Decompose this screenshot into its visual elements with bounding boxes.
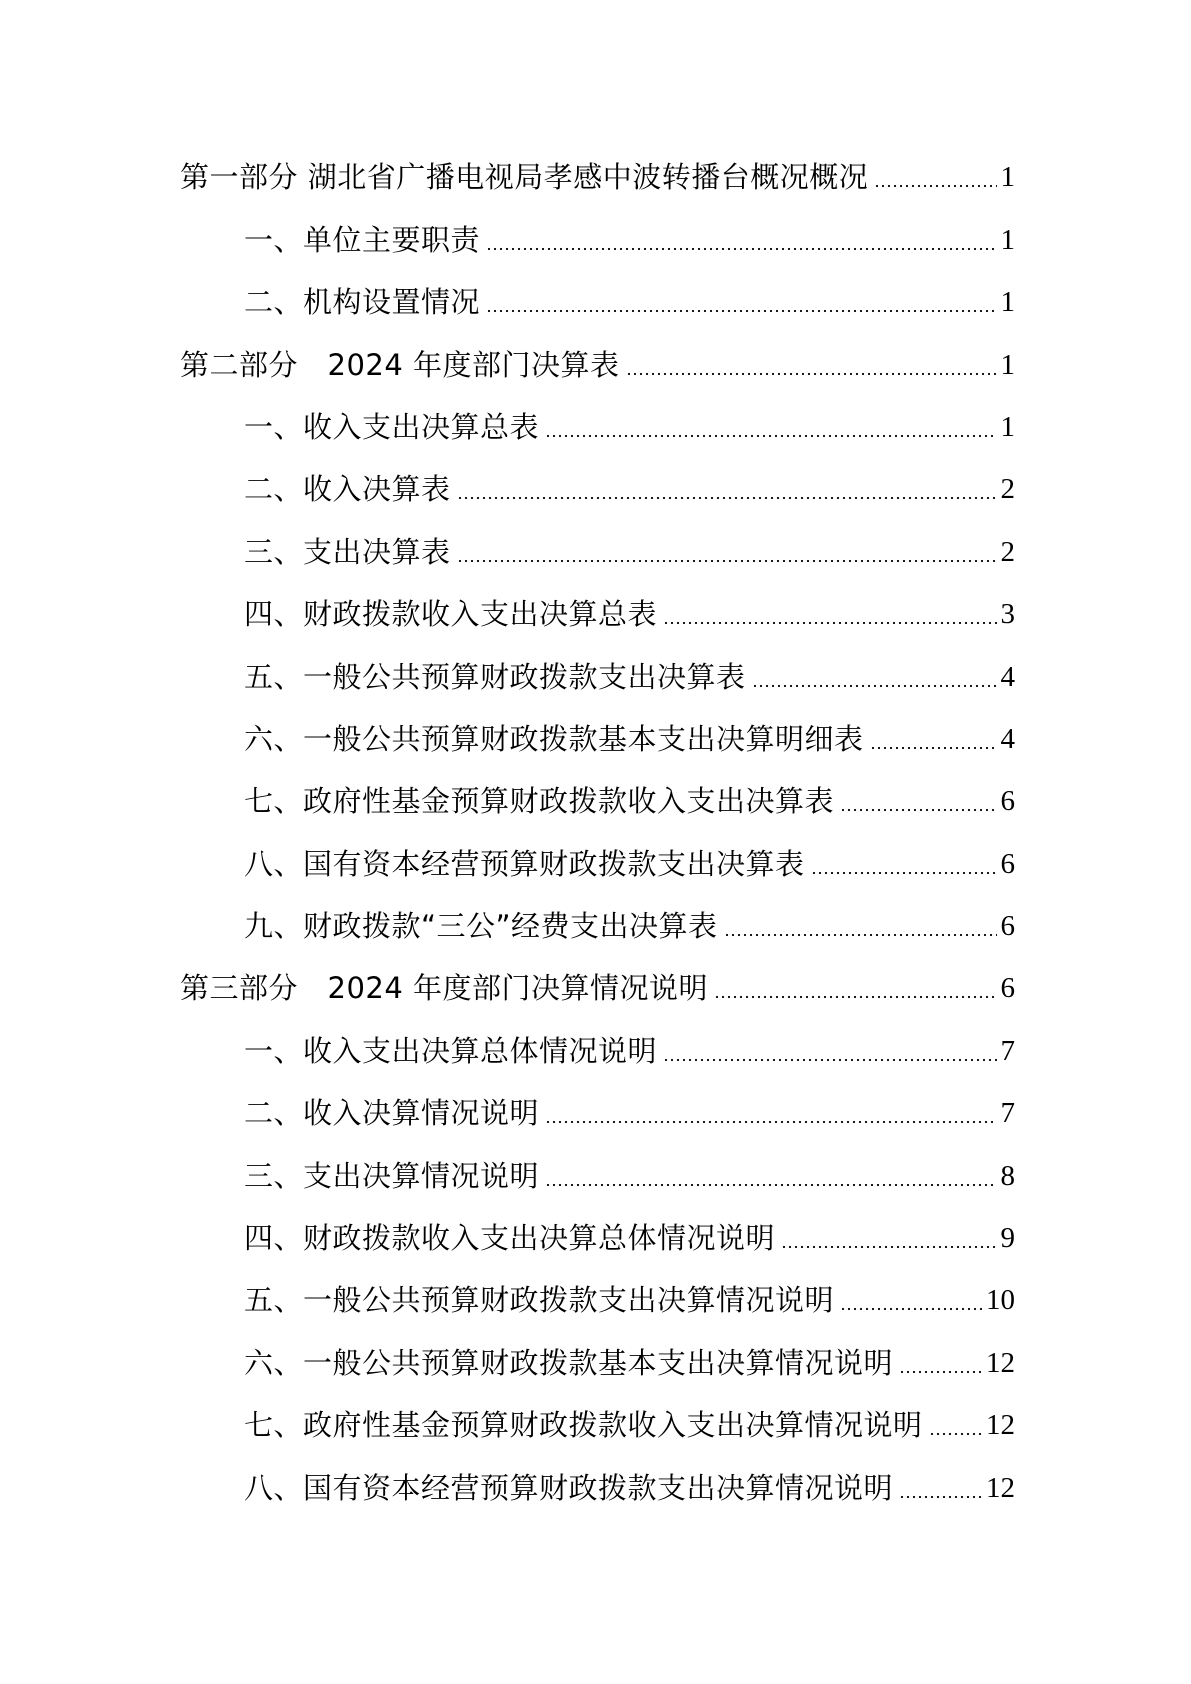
toc-entry-page: 1 [1000,348,1015,381]
dot-leader [752,684,997,688]
toc-entry-title: 六、一般公共预算财政拨款基本支出决算明细表 [244,721,864,756]
toc-entry-title: 六、一般公共预算财政拨款基本支出决算情况说明 [244,1345,894,1380]
toc-entry[interactable] [180,1207,1015,1269]
dot-leader [486,247,996,251]
toc-entry-title: 三、支出决算情况说明 [244,1158,540,1193]
dot-leader [874,184,996,188]
toc-entry-title: 五、一般公共预算财政拨款支出决算情况说明 [244,1283,835,1318]
toc-entry[interactable] [180,708,1015,770]
toc-entry[interactable] [180,1019,1015,1081]
dot-leader [457,559,997,563]
toc-entry-page: 12 [986,1409,1015,1442]
toc-entry-title: 二、机构设置情况 [244,285,481,320]
toc-entry[interactable] [180,770,1015,832]
toc-entry-page: 4 [1000,722,1015,755]
toc-entry[interactable] [180,208,1015,270]
toc-entry-title: 一、收入支出决算总表 [244,409,540,444]
toc-entry-title: 一、单位主要职责 [244,222,481,257]
dot-leader [545,434,996,438]
dot-leader [626,372,997,376]
toc-entry[interactable] [180,1456,1015,1518]
toc-entry-page: 7 [1000,1097,1015,1130]
dot-leader [870,746,997,750]
toc-entry[interactable] [180,895,1015,957]
dot-leader [663,621,996,625]
toc-entry-page: 9 [1000,1222,1015,1255]
toc-entry[interactable] [180,1331,1015,1393]
toc-entry-page: 2 [1000,473,1015,506]
toc-entry-title: 一、收入支出决算总体情况说明 [244,1033,658,1068]
dot-leader [724,933,997,937]
toc-entry-page: 12 [986,1471,1015,1504]
toc-entry-page: 6 [1000,972,1015,1005]
dot-leader [714,995,996,999]
toc-entry-title: 四、财政拨款收入支出决算总体情况说明 [244,1221,776,1256]
toc-entry[interactable] [180,645,1015,707]
toc-entry[interactable] [180,1144,1015,1206]
dot-leader [457,496,997,500]
toc-entry-title: 九、财政拨款“三公”经费支出决算表 [244,909,718,944]
toc-entry-title: 二、收入决算表 [244,472,451,507]
dot-leader [929,1432,982,1436]
toc-entry-title: 四、财政拨款收入支出决算总表 [244,597,658,632]
toc-entry-page: 1 [1000,410,1015,443]
dot-leader [781,1245,996,1249]
toc-entry-page: 2 [1000,535,1015,568]
toc-entry-title: 第三部分 2024 年度部门决算情况说明 [180,971,709,1006]
toc-entry-page: 12 [986,1346,1015,1379]
toc-entry[interactable] [180,832,1015,894]
toc-entry-part-3[interactable] [180,957,1015,1019]
toc-entry-title: 第二部分 2024 年度部门决算表 [180,347,620,382]
dot-leader [545,1120,996,1124]
toc-entry-title: 第一部分 湖北省广播电视局孝感中波转播台概况概况 [180,160,869,195]
toc-entry-part-2[interactable] [180,333,1015,395]
toc-entry-title: 八、国有资本经营预算财政拨款支出决算表 [244,846,805,881]
toc-entry-title: 七、政府性基金预算财政拨款收入支出决算情况说明 [244,1408,923,1443]
toc-entry-page: 1 [1000,161,1015,194]
toc-entry[interactable] [180,396,1015,458]
toc-entry-page: 6 [1000,910,1015,943]
toc-entry-page: 7 [1000,1034,1015,1067]
toc-entry-page: 10 [986,1284,1015,1317]
toc-entry-title: 三、支出决算表 [244,534,451,569]
toc-entry-part-1[interactable] [180,146,1015,208]
toc-entry-title: 七、政府性基金预算财政拨款收入支出决算表 [244,784,835,819]
toc-entry-page: 3 [1000,598,1015,631]
toc-entry-page: 6 [1000,847,1015,880]
dot-leader [811,871,997,875]
toc-entry-page: 1 [1000,286,1015,319]
dot-leader [545,1183,996,1187]
toc-entry[interactable] [180,271,1015,333]
toc-entry-page: 6 [1000,785,1015,818]
toc-entry-title: 五、一般公共预算财政拨款支出决算表 [244,659,746,694]
toc-entry-title: 二、收入决算情况说明 [244,1096,540,1131]
dot-leader [899,1495,982,1499]
dot-leader [840,1307,982,1311]
toc-entry[interactable] [180,1269,1015,1331]
toc-entry[interactable] [180,520,1015,582]
table-of-contents [180,146,1015,1519]
dot-leader [663,1058,996,1062]
dot-leader [840,808,996,812]
toc-entry[interactable] [180,1394,1015,1456]
dot-leader [486,309,996,313]
toc-entry[interactable] [180,583,1015,645]
toc-entry-page: 1 [1000,223,1015,256]
toc-entry[interactable] [180,1082,1015,1144]
toc-entry-page: 8 [1000,1159,1015,1192]
dot-leader [899,1370,982,1374]
toc-entry-title: 八、国有资本经营预算财政拨款支出决算情况说明 [244,1470,894,1505]
toc-entry-page: 4 [1000,660,1015,693]
toc-entry[interactable] [180,458,1015,520]
